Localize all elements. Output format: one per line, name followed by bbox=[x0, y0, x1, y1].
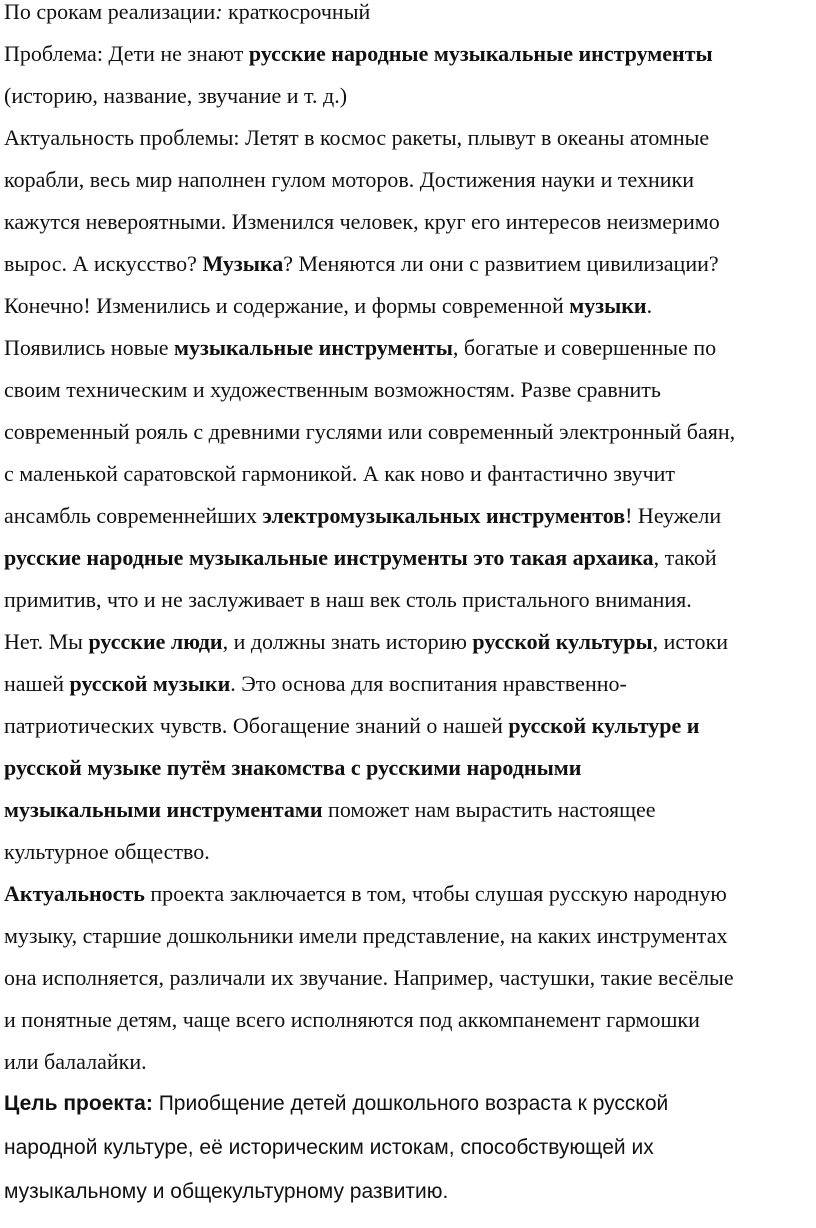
text-segment: корабли, весь мир наполнен гулом моторов. Достижения науки и техники bbox=[4, 167, 695, 192]
text-segment: своим техническим и художественным возможностям. Разве сравнить bbox=[4, 377, 661, 402]
text-segment: Нет. Мы bbox=[4, 629, 89, 654]
text-segment: патриотических чувств. Обогащение знаний о нашей bbox=[4, 713, 509, 738]
bold-text: музыки bbox=[569, 293, 647, 318]
text-segment: . bbox=[646, 293, 653, 318]
text-segment: вырос. А искусство? bbox=[4, 251, 203, 276]
bold-text: электромузыкальных инструментов bbox=[262, 503, 626, 528]
text-segment: (историю, название, звучание и т. д.) bbox=[4, 83, 348, 108]
bold-text: русской музыки bbox=[69, 671, 231, 696]
bold-text: русской культуры bbox=[472, 629, 653, 654]
text-segment: ансамбль современнейших bbox=[4, 503, 263, 528]
text-line bbox=[4, 418, 735, 446]
text-segment: . Это основа для воспитания нравственно- bbox=[230, 671, 627, 696]
text-line bbox=[4, 586, 692, 614]
text-line bbox=[4, 1178, 448, 1206]
text-segment: Приобщение детей дошкольного возраста к русской bbox=[152, 1092, 669, 1115]
text-segment: или балалайки. bbox=[4, 1049, 147, 1074]
text-line bbox=[4, 964, 734, 992]
text-line bbox=[4, 838, 210, 866]
text-segment: ! Неужели bbox=[625, 503, 722, 528]
text-line bbox=[4, 670, 627, 698]
text-line bbox=[4, 796, 656, 824]
text-line bbox=[4, 1048, 147, 1076]
bold-text: Цель проекта: bbox=[4, 1092, 153, 1115]
text-line bbox=[4, 166, 694, 194]
bold-text: русские народные музыкальные инструменты bbox=[248, 41, 713, 66]
text-line bbox=[4, 1134, 654, 1162]
text-line bbox=[4, 334, 716, 362]
text-line bbox=[4, 208, 720, 236]
text-segment: музыку, старшие дошкольники имели представление, на каких инструментах bbox=[4, 923, 728, 948]
text-line bbox=[4, 880, 727, 908]
text-segment: , такой bbox=[653, 545, 717, 570]
text-segment: современный рояль с древними гуслями или современный электронный баян, bbox=[4, 419, 736, 444]
text-segment: Актуальность проблемы: Летят в космос ракеты, плывут в океаны атомные bbox=[4, 125, 710, 150]
text-line bbox=[4, 124, 709, 152]
text-segment: с маленькой саратовской гармоникой. А как ново и фантастично звучит bbox=[4, 461, 676, 486]
text-segment: Конечно! Изменились и содержание, и формы современной bbox=[4, 293, 570, 318]
text-segment: примитив, что и не заслуживает в наш век столь пристального внимания. bbox=[4, 587, 692, 612]
text-line bbox=[4, 1090, 668, 1118]
text-line bbox=[4, 922, 727, 950]
text-line bbox=[4, 250, 719, 278]
text-segment: и понятные детям, чаще всего исполняются под аккомпанемент гармошки bbox=[4, 1007, 700, 1032]
bold-text: Музыка bbox=[202, 251, 284, 276]
text-segment: Проблема: Дети не знают bbox=[4, 41, 249, 66]
text-segment: музыкальному и общекультурному развитию. bbox=[4, 1180, 449, 1203]
text-segment: поможет нам вырастить настоящее bbox=[322, 797, 656, 822]
bold-text: музыкальные инструменты bbox=[174, 335, 453, 360]
text-segment: народной культуре, её историческим истокам, способствующей их bbox=[4, 1136, 654, 1159]
text-segment: , богатые и совершенные по bbox=[452, 335, 717, 360]
text-line bbox=[4, 0, 370, 26]
text-line bbox=[4, 82, 347, 110]
text-segment: кажутся невероятными. Изменился человек, круг его интересов неизмеримо bbox=[4, 209, 720, 234]
text-segment: ? Меняются ли они с развитием цивилизации? bbox=[283, 251, 719, 276]
text-segment: : bbox=[215, 0, 223, 24]
text-segment: культурное общество. bbox=[4, 839, 210, 864]
text-segment: она исполняется, различали их звучание. Например, частушки, такие весёлые bbox=[4, 965, 734, 990]
bold-text: русской культуре и bbox=[508, 713, 700, 738]
bold-text: русской музыке путём знакомства с русскими народными bbox=[4, 755, 582, 780]
text-segment: По срокам реализации bbox=[4, 0, 216, 24]
text-line bbox=[4, 502, 721, 530]
text-line bbox=[4, 40, 713, 68]
text-line bbox=[4, 544, 717, 572]
text-segment: краткосрочный bbox=[222, 0, 371, 24]
text-line bbox=[4, 292, 652, 320]
text-segment: , истоки bbox=[652, 629, 728, 654]
bold-text: русские народные музыкальные инструменты это такая архаика bbox=[4, 545, 654, 570]
text-segment: нашей bbox=[4, 671, 70, 696]
text-line bbox=[4, 376, 661, 404]
text-line bbox=[4, 1006, 700, 1034]
text-line bbox=[4, 754, 581, 782]
text-line bbox=[4, 628, 728, 656]
text-segment: проекта заключается в том, чтобы слушая русскую народную bbox=[144, 881, 727, 906]
bold-text: музыкальными инструментами bbox=[4, 797, 323, 822]
text-segment: Появились новые bbox=[4, 335, 175, 360]
text-segment: , и должны знать историю bbox=[222, 629, 473, 654]
text-line bbox=[4, 460, 675, 488]
text-line bbox=[4, 712, 699, 740]
bold-text: русские люди bbox=[88, 629, 223, 654]
bold-text: Актуальность bbox=[4, 881, 145, 906]
